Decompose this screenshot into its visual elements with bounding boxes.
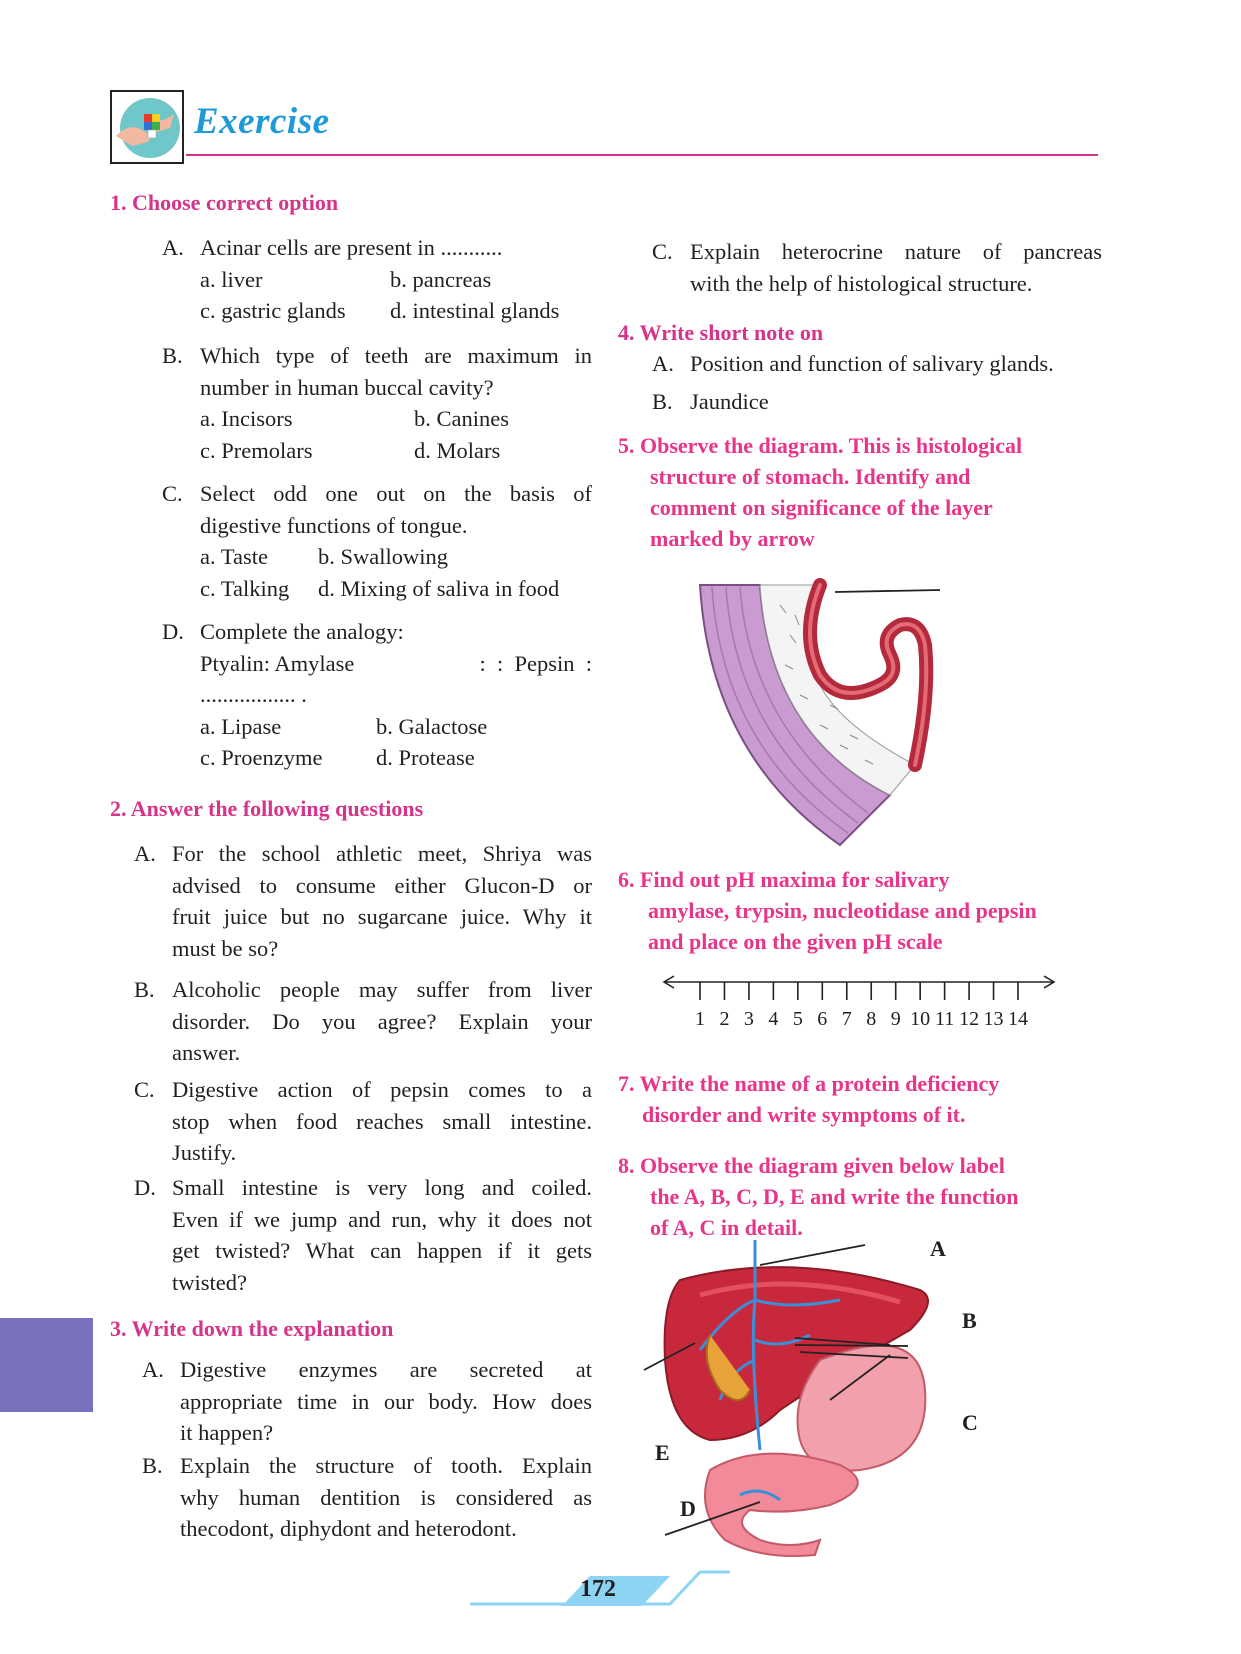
q3-a: A. Digestive enzymes are secreted at appropriate time in our body. How does it happen? bbox=[142, 1357, 592, 1445]
q4-heading: 4. Write short note on bbox=[618, 320, 824, 345]
ph-tick-label: 5 bbox=[792, 1008, 803, 1030]
label-e: E bbox=[655, 1440, 670, 1465]
q1-c: C. Select odd one out on the basis of digestive functions of tongue. a. Taste b. Swallowing c. Talking d. Mixing of saliva in food bbox=[162, 481, 592, 601]
q7-heading: 7. Write the name of a protein deficiency disorder and write symptoms of it. bbox=[618, 1071, 1000, 1127]
ph-tick-label: 1 bbox=[695, 1008, 705, 1030]
label-b: B bbox=[962, 1308, 977, 1333]
ph-tick-label: 2 bbox=[719, 1008, 730, 1030]
q2-c: C. Digestive action of pepsin comes to a stop when food reaches small intestine. Justify. bbox=[134, 1077, 592, 1165]
label-c: C bbox=[962, 1410, 978, 1435]
q1-a: A. Acinar cells are present in ........... a. liver b. pancreas c. gastric glands d. intestinal glands bbox=[162, 235, 560, 323]
ph-scale bbox=[660, 974, 1060, 1030]
stomach-histology-diagram bbox=[690, 575, 990, 855]
q2-a: A. For the school athletic meet, Shriya was advised to consume either Glucon-D or fruit juice but no sugarcane juice. Why it must be so? bbox=[134, 841, 592, 961]
ph-tick-label: 7 bbox=[841, 1008, 852, 1030]
q8-heading: 8. Observe the diagram given below label the A, B, C, D, E and write the function of A, C in detail. bbox=[618, 1153, 1019, 1240]
ph-tick-label: 3 bbox=[743, 1008, 754, 1030]
ph-scale-labels bbox=[660, 1008, 1060, 1032]
label-a: A bbox=[930, 1236, 946, 1261]
q6-heading: 6. Find out pH maxima for salivary amylase, trypsin, nucleotidase and pepsin and place on the given pH scale bbox=[618, 867, 1037, 954]
q1-heading: 1. Choose correct option bbox=[110, 190, 339, 215]
ph-tick-label: 14 bbox=[1008, 1008, 1028, 1030]
ph-scale-axis bbox=[660, 974, 1060, 1004]
q3-c: C. Explain heterocrine nature of pancreas with the help of histological structure. bbox=[652, 239, 1102, 296]
ph-tick-label: 8 bbox=[866, 1008, 877, 1030]
label-d: D bbox=[680, 1496, 696, 1521]
q3-b: B. Explain the structure of tooth. Explain why human dentition is considered as thecodont, diphydont and heterodont. bbox=[142, 1453, 592, 1541]
ph-tick-label: 11 bbox=[934, 1008, 955, 1030]
q4-items: A. Position and function of salivary glands. B. Jaundice bbox=[652, 351, 1054, 414]
ph-tick-label: 10 bbox=[910, 1008, 931, 1030]
ph-tick-label: 4 bbox=[768, 1008, 779, 1030]
ph-tick-label: 6 bbox=[817, 1008, 828, 1030]
q3-heading: 3. Write down the explanation bbox=[110, 1316, 394, 1341]
q2-b: B. Alcoholic people may suffer from liver disorder. Do you agree? Explain your answer. bbox=[134, 977, 592, 1065]
q2-heading: 2. Answer the following questions bbox=[110, 796, 424, 821]
exercise-icon bbox=[110, 90, 184, 164]
page-title: Exercise bbox=[194, 101, 330, 142]
header-rule bbox=[186, 154, 1098, 156]
ph-tick-label: 12 bbox=[959, 1008, 980, 1030]
q5-heading: 5. Observe the diagram. This is histological structure of stomach. Identify and comment on significance of the layer marked by arrow bbox=[618, 433, 1023, 551]
q1-b: B. Which type of teeth are maximum in number in human buccal cavity? a. Incisors b. Canines c. Premolars d. Molars bbox=[162, 343, 592, 463]
q2-d: D. Small intestine is very long and coiled. Even if we jump and run, why it does not get twisted? What can happen if it gets twisted? bbox=[134, 1175, 592, 1295]
page-number: 172 bbox=[580, 1576, 616, 1602]
ph-tick-label: 9 bbox=[890, 1008, 901, 1030]
side-tab bbox=[0, 1318, 93, 1412]
ph-tick-label: 13 bbox=[983, 1008, 1004, 1030]
q1-d: D. Complete the analogy: Ptyalin: Amylase : : Pepsin : ................. . a. Lipase b. Galactose c. Proenzyme d. Protease bbox=[162, 619, 592, 770]
